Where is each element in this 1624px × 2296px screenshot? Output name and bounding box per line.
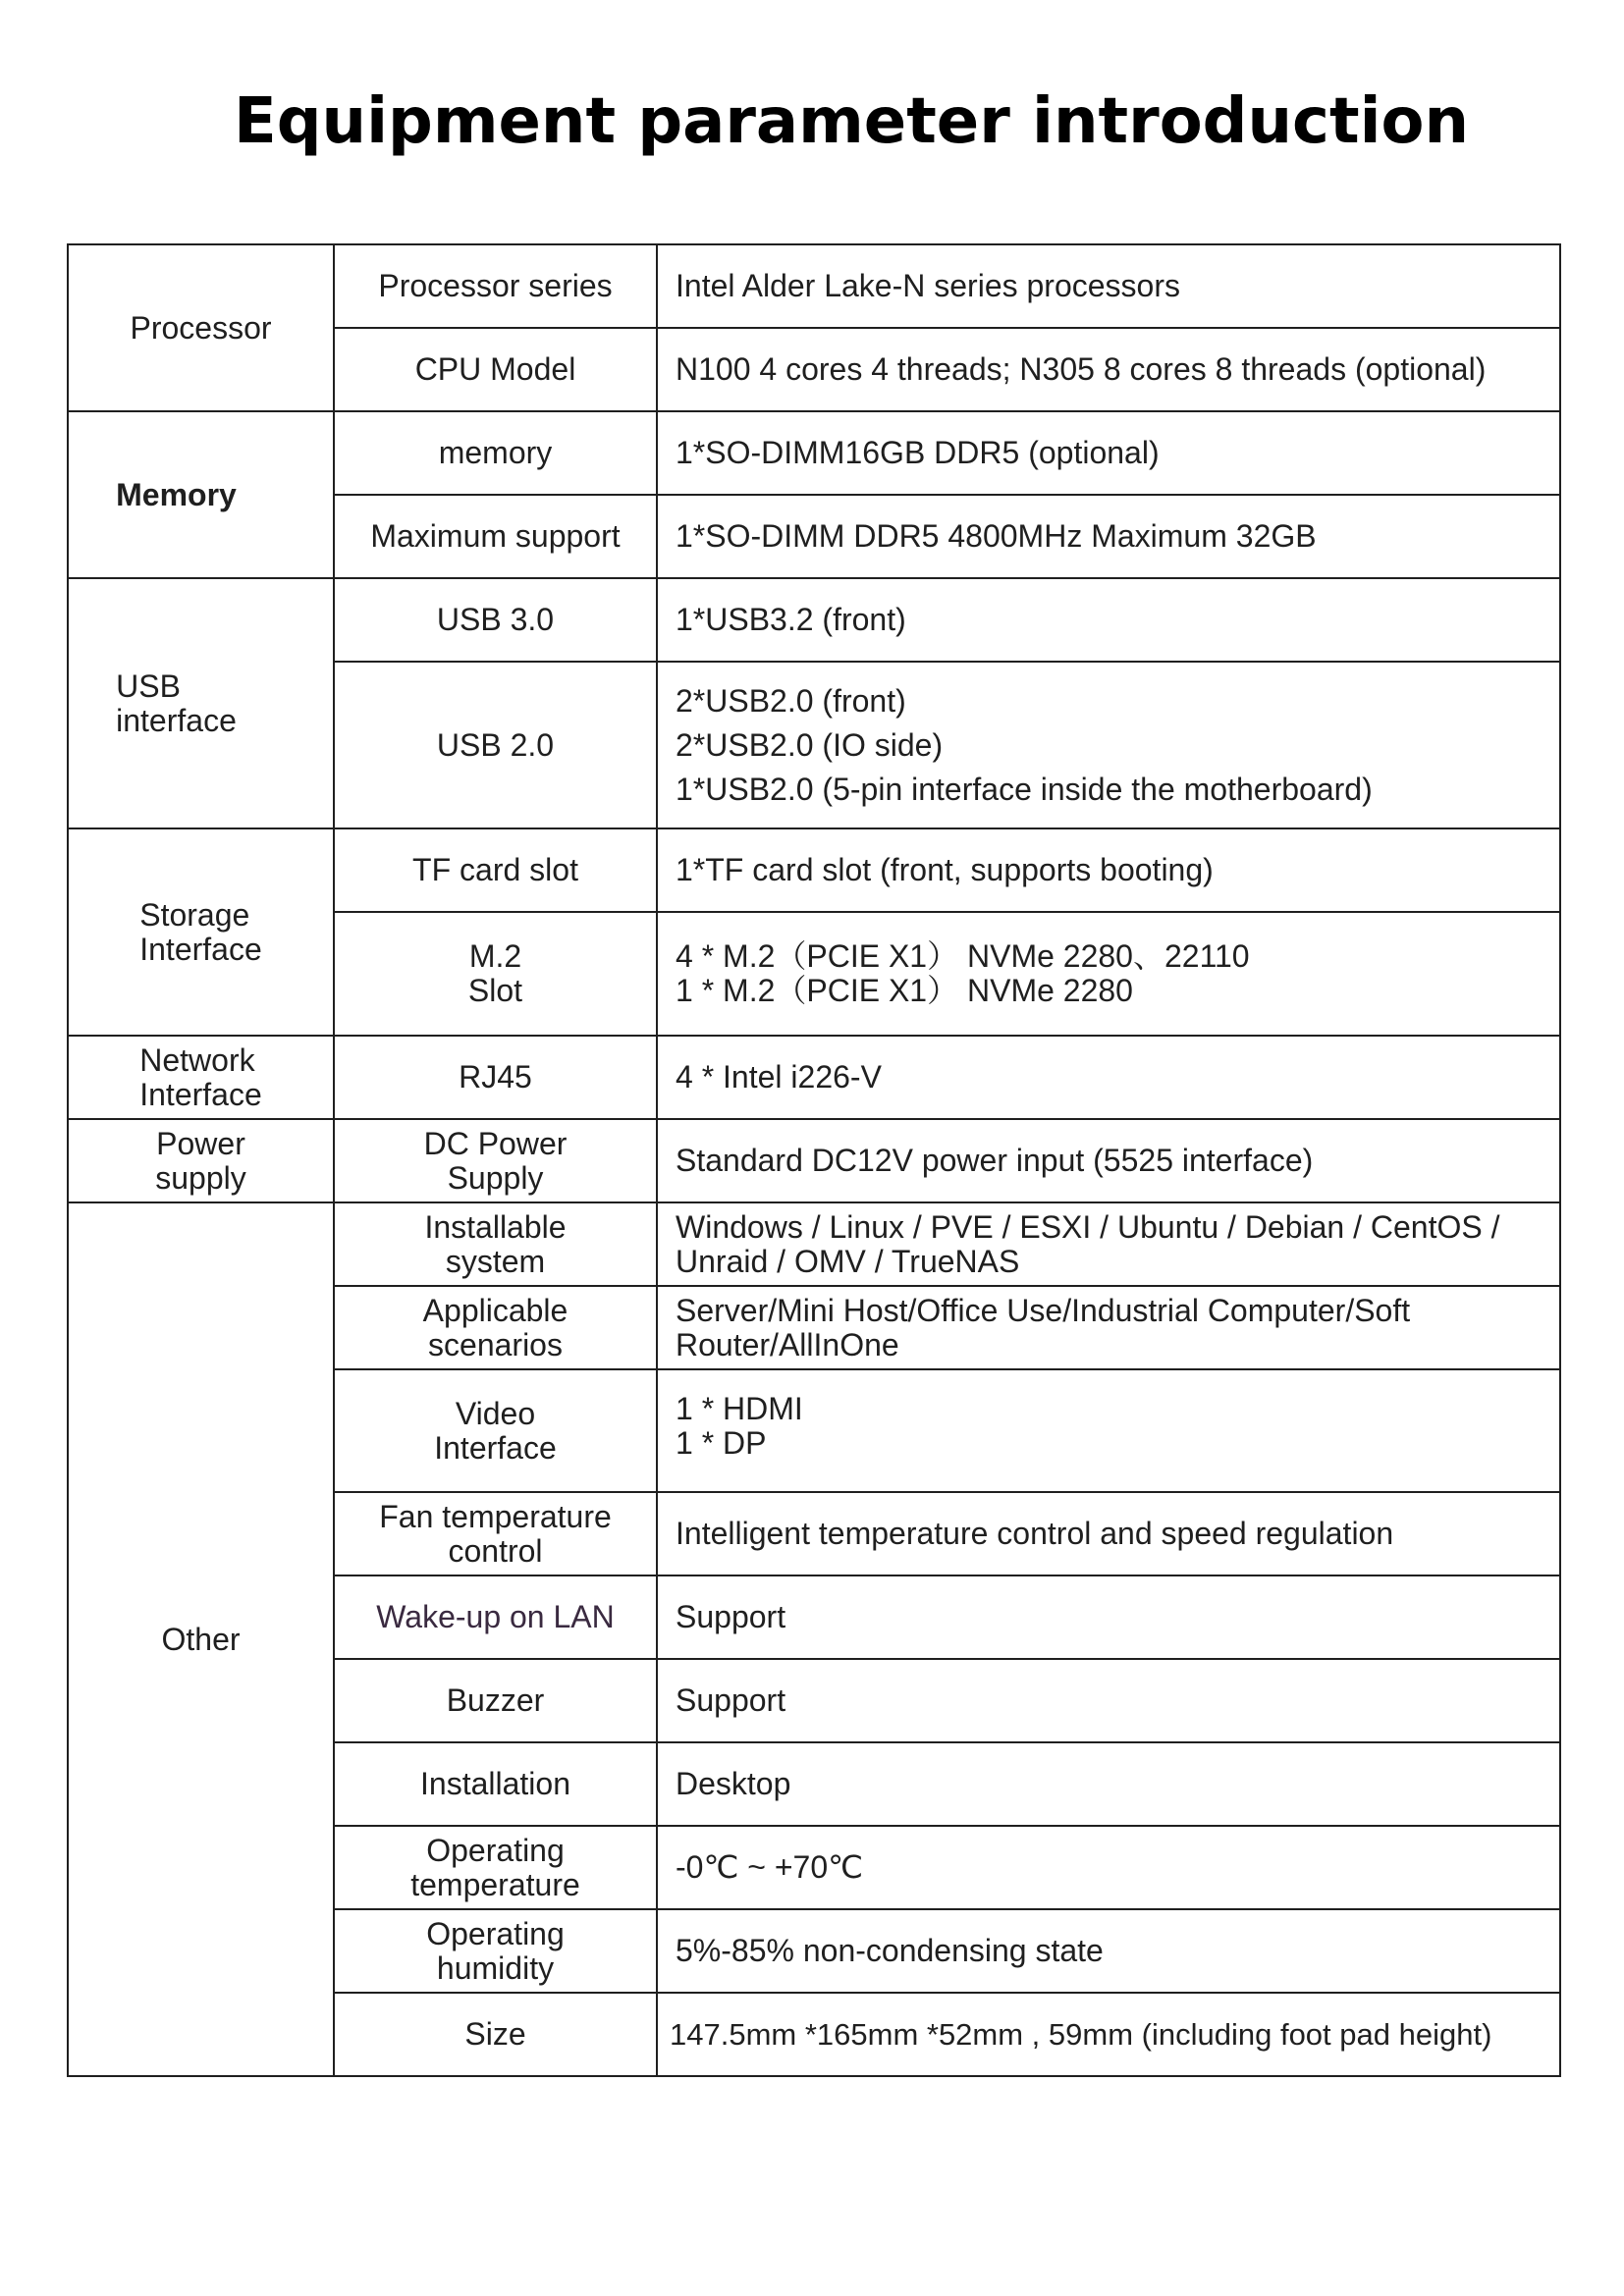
value-processor-series: Intel Alder Lake-N series processors <box>657 244 1560 328</box>
category-memory: Memory <box>68 411 334 578</box>
value-installable-system: Windows / Linux / PVE / ESXI / Ubuntu / Debian / CentOS / Unraid / OMV / TrueNAS <box>657 1202 1560 1286</box>
value-usb2: 2*USB2.0 (front) 2*USB2.0 (IO side) 1*USB2.0 (5-pin interface inside the motherboard) <box>657 662 1560 828</box>
value-dc-power: Standard DC12V power input (5525 interface) <box>657 1119 1560 1202</box>
item-buzzer: Buzzer <box>334 1659 657 1742</box>
value-usb3: 1*USB3.2 (front) <box>657 578 1560 662</box>
item-video-interface: Video Interface <box>334 1369 657 1492</box>
item-operating-humidity: Operating humidity <box>334 1909 657 1993</box>
item-operating-temperature: Operating temperature <box>334 1826 657 1909</box>
item-applicable-scenarios: Applicable scenarios <box>334 1286 657 1369</box>
item-cpu-model: CPU Model <box>334 328 657 411</box>
item-rj45: RJ45 <box>334 1036 657 1119</box>
value-installation: Desktop <box>657 1742 1560 1826</box>
item-memory: memory <box>334 411 657 495</box>
value-fan-control: Intelligent temperature control and speed regulation <box>657 1492 1560 1575</box>
table-row <box>68 411 1560 495</box>
table-row <box>68 1119 1560 1202</box>
item-usb3: USB 3.0 <box>334 578 657 662</box>
value-video-interface: 1 * HDMI 1 * DP <box>657 1369 1560 1492</box>
value-rj45: 4 * Intel i226-V <box>657 1036 1560 1119</box>
value-wake-on-lan: Support <box>657 1575 1560 1659</box>
item-usb2: USB 2.0 <box>334 662 657 828</box>
table-row <box>68 828 1560 912</box>
item-m2: M.2 Slot <box>334 912 657 1036</box>
value-operating-humidity: 5%-85% non-condensing state <box>657 1909 1560 1993</box>
value-memory: 1*SO-DIMM16GB DDR5 (optional) <box>657 411 1560 495</box>
spec-table <box>67 243 1561 2077</box>
value-tf-card: 1*TF card slot (front, supports booting) <box>657 828 1560 912</box>
page-title: Equipment parameter introduction <box>233 85 1470 158</box>
category-other: Other <box>68 1202 334 2076</box>
table-row <box>68 244 1560 328</box>
value-cpu-model: N100 4 cores 4 threads; N305 8 cores 8 threads (optional) <box>657 328 1560 411</box>
item-fan-control: Fan temperature control <box>334 1492 657 1575</box>
value-operating-temperature: -0℃ ~ +70℃ <box>657 1826 1560 1909</box>
category-power: Power supply <box>68 1119 334 1202</box>
category-usb: USB interface <box>68 578 334 828</box>
item-wake-on-lan: Wake-up on LAN <box>334 1575 657 1659</box>
item-max-support: Maximum support <box>334 495 657 578</box>
table-row <box>68 578 1560 662</box>
item-installation: Installation <box>334 1742 657 1826</box>
category-processor: Processor <box>68 244 334 411</box>
item-installable-system: Installable system <box>334 1202 657 1286</box>
value-applicable-scenarios: Server/Mini Host/Office Use/Industrial Computer/Soft Router/AllInOne <box>657 1286 1560 1369</box>
table-row <box>68 1036 1560 1119</box>
category-storage: Storage Interface <box>68 828 334 1036</box>
item-tf-card: TF card slot <box>334 828 657 912</box>
value-m2: 4 * M.2（PCIE X1） NVMe 2280、22110 1 * M.2（PCIE X1） NVMe 2280 <box>657 912 1560 1036</box>
item-dc-power: DC Power Supply <box>334 1119 657 1202</box>
value-max-support: 1*SO-DIMM DDR5 4800MHz Maximum 32GB <box>657 495 1560 578</box>
table-row <box>68 1202 1560 1286</box>
value-buzzer: Support <box>657 1659 1560 1742</box>
value-size: 147.5mm *165mm *52mm , 59mm (including foot pad height) <box>657 1993 1560 2076</box>
item-processor-series: Processor series <box>334 244 657 328</box>
item-size: Size <box>334 1993 657 2076</box>
category-network: Network Interface <box>68 1036 334 1119</box>
